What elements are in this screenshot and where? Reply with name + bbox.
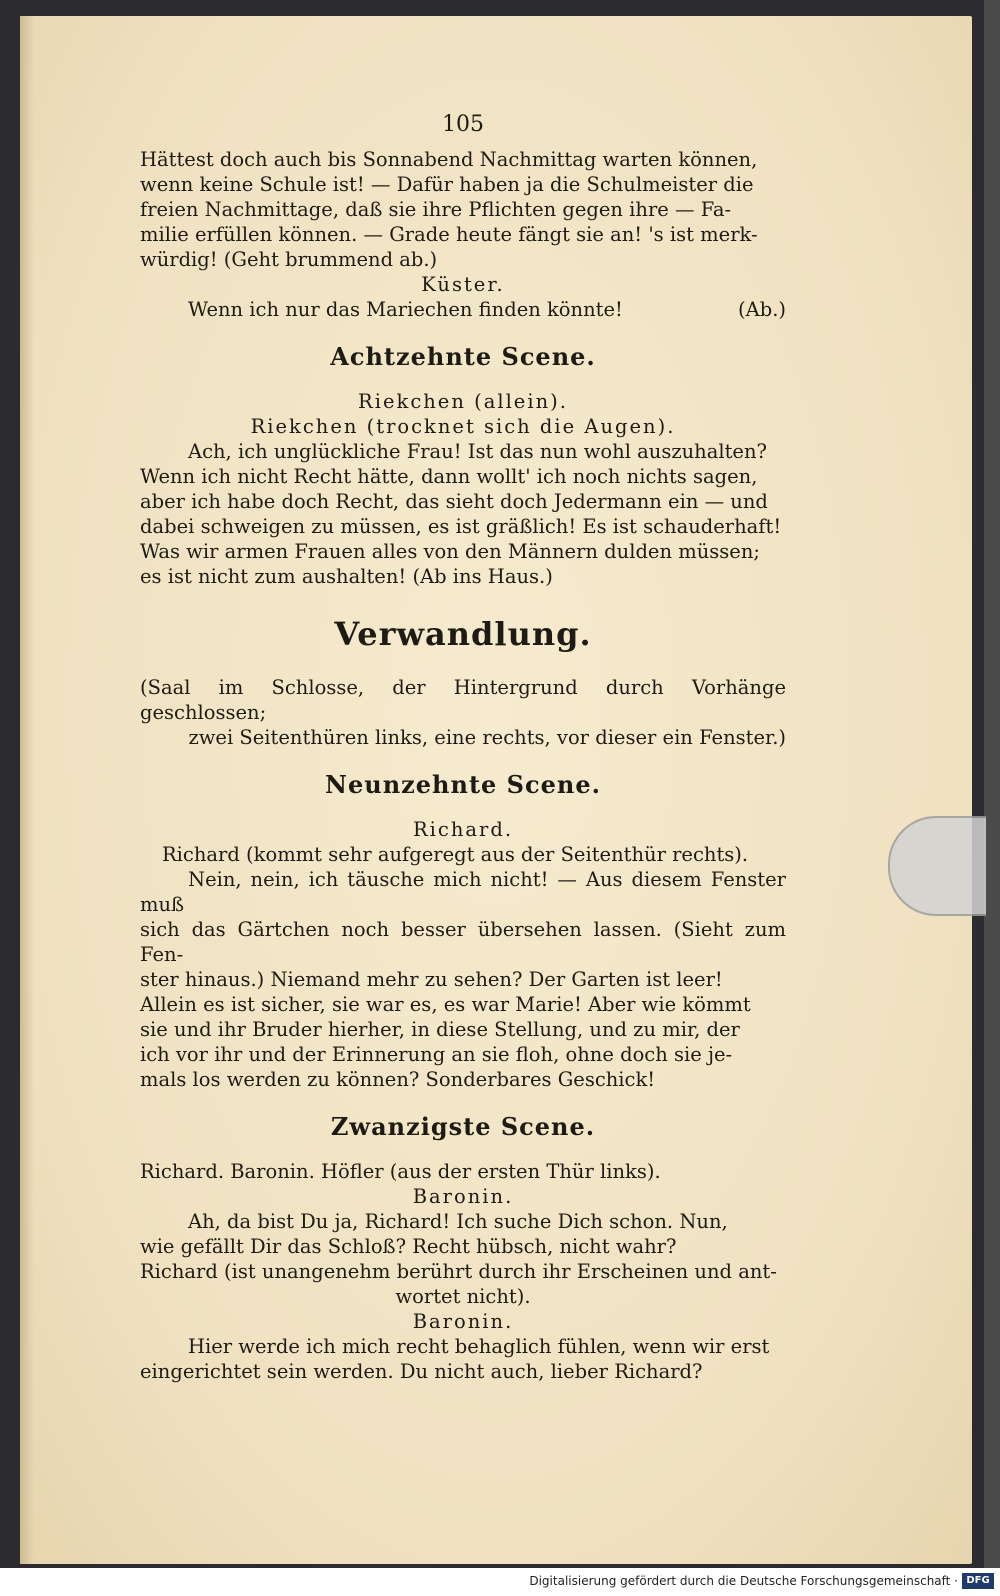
text-line: wenn keine Schule ist! — Dafür haben ja die Schulmeister die — [140, 173, 754, 196]
text-line: mals los werden zu können? Sonderbares Geschick! — [140, 1068, 656, 1091]
text-line: Nein, nein, ich täusche mich nicht! — Aus diesem Fenster muß — [140, 868, 786, 916]
scene-18-title: Achtzehnte Scene. — [330, 342, 596, 371]
text-line: ster hinaus.) Niemand mehr zu sehen? Der Garten ist leer! — [140, 968, 723, 991]
scene-19-speaker: Richard. — [412, 818, 514, 841]
scene-20-richard-direction-cont: wortet nicht). — [395, 1285, 531, 1308]
stage-direction-line: (Saal im Schlosse, der Hintergrund durch Vorhänge geschlossen; — [140, 676, 786, 724]
page-turn-tab[interactable] — [888, 816, 986, 916]
text-line: Allein es ist sicher, sie war es, es war Marie! Aber wie kömmt — [140, 993, 751, 1016]
text-line: Hättest doch auch bis Sonnabend Nachmittag warten können, — [140, 148, 758, 171]
scene-18-speaker-1: Riekchen (allein). — [358, 390, 568, 413]
text-line: würdig! (Geht brummend ab.) — [140, 248, 438, 271]
text-line: freien Nachmittage, daß sie ihre Pflichten gegen ihre — Fa- — [140, 198, 732, 221]
footer-bar — [0, 1568, 1000, 1596]
text-line: Was wir armen Frauen alles von den Männern dulden müssen; — [140, 540, 760, 563]
text-line: sie und ihr Bruder hierher, in diese Stellung, und zu mir, der — [140, 1018, 740, 1041]
scene-20-speaker-baronin-2: Baronin. — [412, 1310, 514, 1333]
page-number: 105 — [442, 112, 484, 137]
text-line: dabei schweigen zu müssen, es ist gräßlich! Es ist schauderhaft! — [140, 515, 782, 538]
text-line: Wenn ich nicht Recht hätte, dann wollt' ich noch nichts sagen, — [140, 465, 758, 488]
text-line: Ah, da bist Du ja, Richard! Ich suche Dich schon. Nun, — [188, 1210, 728, 1233]
scene-18-speaker-2: Riekchen (trocknet sich die Augen). — [250, 415, 676, 438]
speaker-kuester: Küster. — [421, 273, 505, 296]
text-line: wie gefällt Dir das Schloß? Recht hübsch, nicht wahr? — [140, 1235, 677, 1258]
scene-19-direction: Richard (kommt sehr aufgeregt aus der Seitenthür rechts). — [162, 843, 749, 866]
scene-20-cast: Richard. Baronin. Höfler (aus der ersten Thür links). — [140, 1160, 661, 1183]
scene-19-title: Neunzehnte Scene. — [325, 770, 601, 799]
verwandlung-title: Verwandlung. — [334, 615, 592, 653]
text-line: aber ich habe doch Recht, das sieht doch Jedermann ein — und — [140, 490, 768, 513]
text-line: ich vor ihr und der Erinnerung an sie floh, ohne doch sie je- — [140, 1043, 733, 1066]
kuester-text: Wenn ich nur das Mariechen finden könnte! — [188, 298, 623, 321]
text-line: Hier werde ich mich recht behaglich fühlen, wenn wir erst — [188, 1335, 770, 1358]
text-line: es ist nicht zum aushalten! (Ab ins Haus.) — [140, 565, 553, 588]
stage-direction-line: zwei Seitenthüren links, eine rechts, vor dieser ein Fenster.) — [188, 726, 786, 749]
scene-20-title: Zwanzigste Scene. — [330, 1112, 596, 1141]
kuester-exit: (Ab.) — [738, 298, 786, 321]
scene-20-richard-direction: Richard (ist unangenehm berührt durch ihr Erscheinen und ant- — [140, 1260, 777, 1283]
dfg-logo: DFG — [962, 1573, 994, 1589]
text-line: eingerichtet sein werden. Du nicht auch, lieber Richard? — [140, 1360, 703, 1383]
scene-20-speaker-baronin: Baronin. — [412, 1185, 514, 1208]
text-line: Ach, ich unglückliche Frau! Ist das nun wohl auszuhalten? — [188, 440, 767, 463]
text-line: sich das Gärtchen noch besser übersehen lassen. (Sieht zum Fen- — [140, 918, 786, 966]
page-content — [140, 112, 786, 1384]
kuester-line — [140, 297, 786, 322]
footer-credit: Digitalisierung gefördert durch die Deutsche Forschungsgemeinschaft · — [529, 1574, 958, 1588]
text-line: milie erfüllen können. — Grade heute fängt sie an! 's ist merk- — [140, 223, 758, 246]
